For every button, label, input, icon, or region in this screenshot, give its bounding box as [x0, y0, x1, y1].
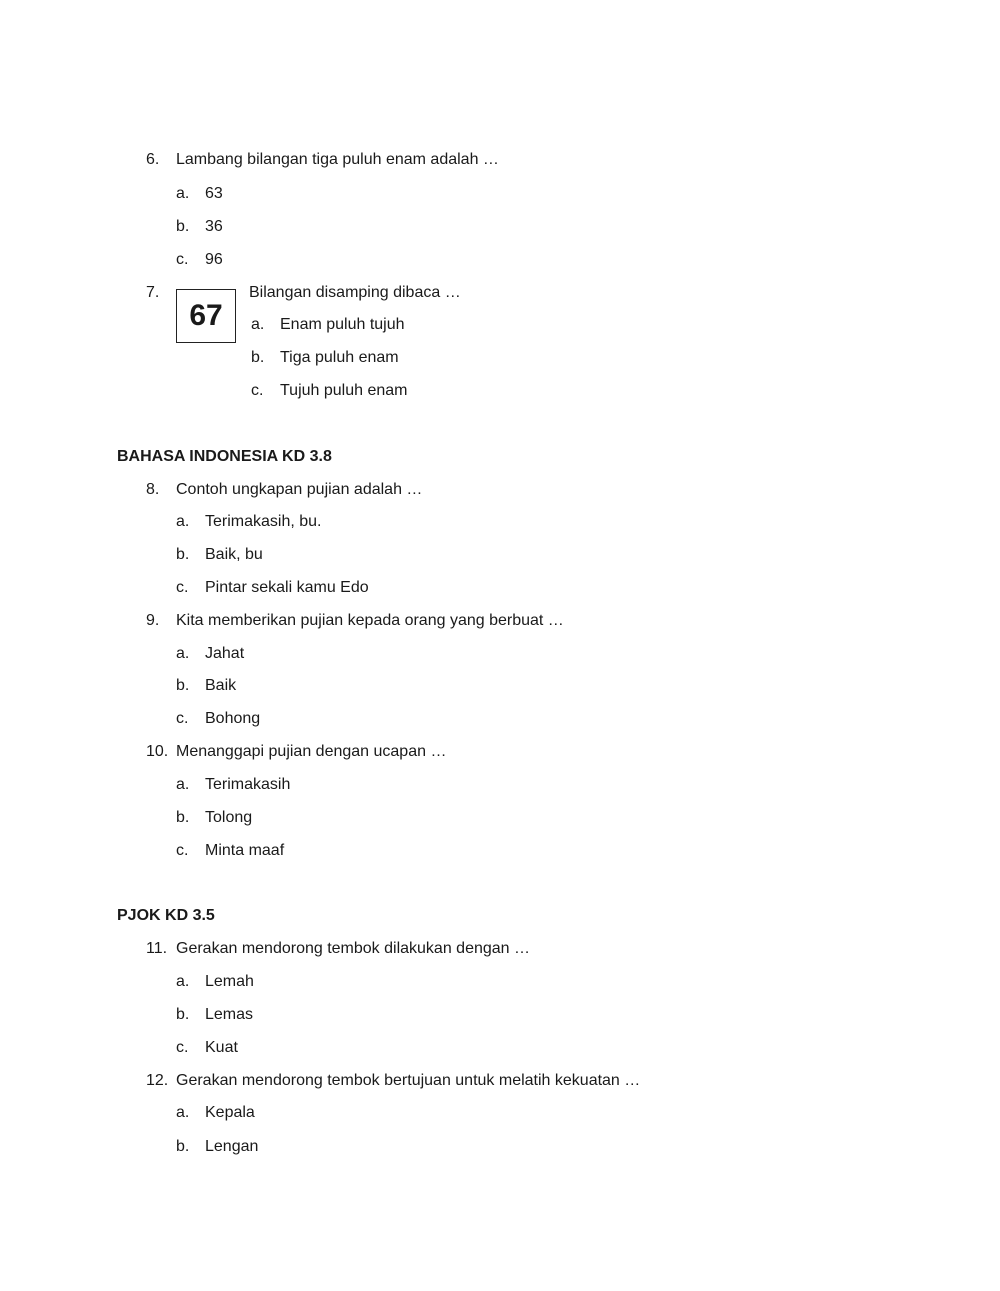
option-text: Minta maaf	[205, 842, 285, 859]
option-letter: b.	[176, 677, 190, 694]
option-text: Bohong	[205, 710, 261, 727]
option-text: Baik	[205, 677, 237, 694]
question-text: Gerakan mendorong tembok bertujuan untuk melatih kekuatan …	[176, 1072, 641, 1089]
option-letter: b.	[176, 1006, 190, 1023]
option-letter: a.	[176, 973, 190, 990]
option-letter: b.	[176, 809, 190, 826]
question-text: Kita memberikan pujian kepada orang yang berbuat …	[176, 612, 564, 629]
option-letter: c.	[176, 710, 189, 727]
option-letter: b.	[176, 218, 190, 235]
option-text: 36	[205, 218, 223, 235]
option-letter: a.	[176, 513, 190, 530]
option-letter: a.	[176, 776, 190, 793]
option-text: Lengan	[205, 1138, 259, 1155]
option-text: 96	[205, 251, 223, 268]
option-letter: a.	[176, 1104, 190, 1121]
option-letter: b.	[176, 1138, 190, 1155]
question-number: 10.	[146, 743, 169, 760]
question-text: Menanggapi pujian dengan ucapan …	[176, 743, 447, 760]
option-text: Terimakasih	[205, 776, 291, 793]
option-letter: c.	[251, 382, 264, 399]
option-text: Baik, bu	[205, 546, 263, 563]
section-heading-bahasa-indonesia: BAHASA INDONESIA KD 3.8	[117, 448, 332, 465]
option-text: Tolong	[205, 809, 253, 826]
question-number: 11.	[146, 940, 168, 957]
option-text: Pintar sekali kamu Edo	[205, 579, 369, 596]
option-letter: a.	[176, 645, 190, 662]
question-text: Gerakan mendorong tembok dilakukan dengan …	[176, 940, 530, 957]
option-letter: c.	[176, 251, 189, 268]
section-heading-pjok: PJOK KD 3.5	[117, 907, 215, 924]
number-box: 67	[176, 289, 236, 343]
option-text: Jahat	[205, 645, 245, 662]
option-letter: a.	[251, 316, 265, 333]
option-letter: a.	[176, 185, 190, 202]
option-text: Tujuh puluh enam	[280, 382, 408, 399]
question-text: Lambang bilangan tiga puluh enam adalah …	[176, 151, 499, 168]
option-text: Tiga puluh enam	[280, 349, 399, 366]
option-letter: c.	[176, 842, 189, 859]
question-number: 7.	[146, 284, 160, 301]
option-text: Lemah	[205, 973, 254, 990]
question-number: 12.	[146, 1072, 169, 1089]
option-text: Kuat	[205, 1039, 238, 1056]
question-number: 6.	[146, 151, 160, 168]
option-letter: b.	[176, 546, 190, 563]
option-text: Terimakasih, bu.	[205, 513, 322, 530]
option-text: Lemas	[205, 1006, 254, 1023]
option-text: 63	[205, 185, 223, 202]
question-text: Contoh ungkapan pujian adalah …	[176, 481, 423, 498]
option-text: Enam puluh tujuh	[280, 316, 405, 333]
option-text: Kepala	[205, 1104, 255, 1121]
option-letter: c.	[176, 579, 189, 596]
question-number: 8.	[146, 481, 160, 498]
option-letter: c.	[176, 1039, 189, 1056]
option-letter: b.	[251, 349, 265, 366]
question-text: Bilangan disamping dibaca …	[249, 284, 461, 301]
question-number: 9.	[146, 612, 160, 629]
